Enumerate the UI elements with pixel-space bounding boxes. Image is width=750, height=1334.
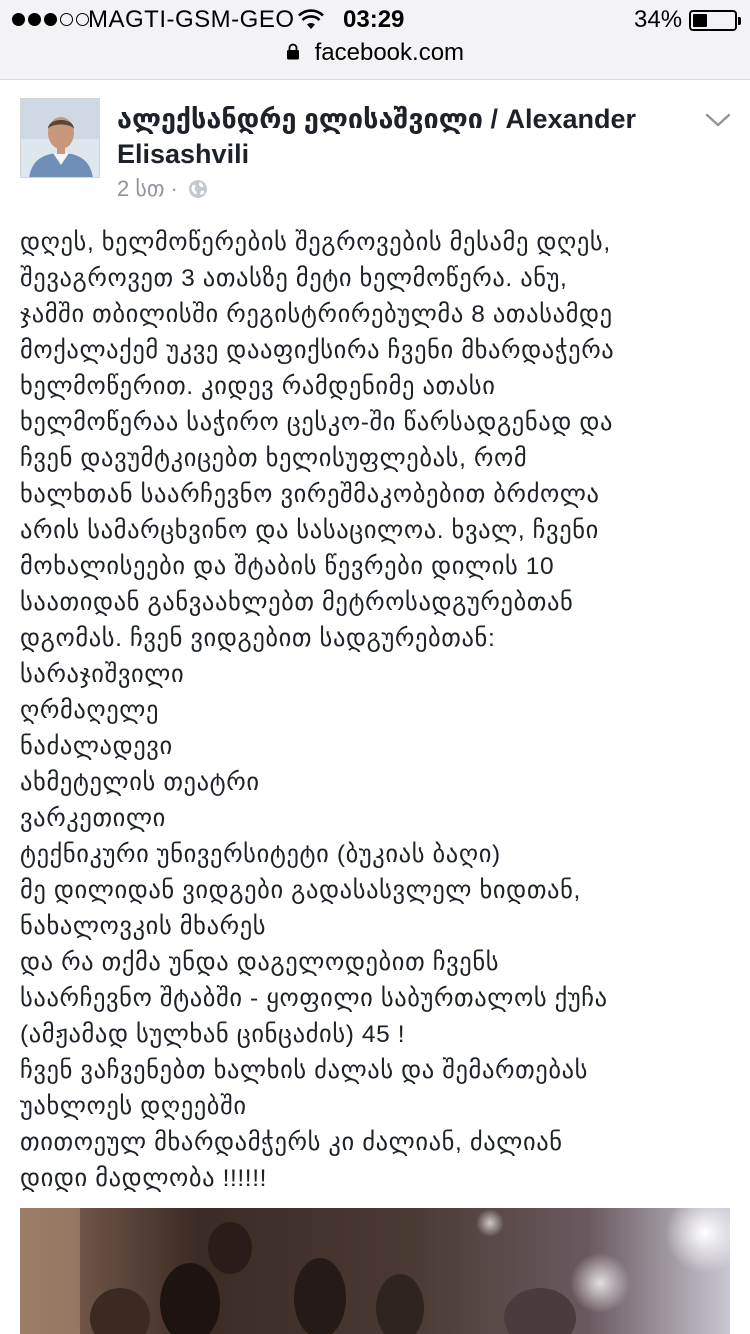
post-text-line: ღრმაღელე xyxy=(20,697,160,724)
post-text-line: დიდი მადლობა !!!!!! xyxy=(20,1165,268,1192)
post-text-line: და რა თქმა უნდა დაგელოდებით ჩვენს xyxy=(20,949,500,976)
post-text-line: ჩვენ დავუმტკიცებთ ხელისუფლებას, რომ xyxy=(20,445,528,472)
post-text-line: საარჩევნო შტაბში - ყოფილი საბურთალოს ქუჩა xyxy=(20,985,608,1012)
url-text: facebook.com xyxy=(314,38,465,66)
post-text-line: ტექნიკური უნივერსიტეტი (ბუკიას ბაღი) xyxy=(20,841,501,868)
post-text-line: მე დილიდან ვიდგები გადასასვლელ ხიდთან, xyxy=(20,877,581,904)
signal-strength-icon xyxy=(12,13,89,26)
post-text-line: საათიდან განვაახლებთ მეტროსადგურებთან xyxy=(20,589,574,616)
post-photo[interactable] xyxy=(20,1208,730,1334)
signal-dot xyxy=(60,13,73,26)
post-text-line: არის სამარცხვინო და სასაცილოა. ხვალ, ჩვენი xyxy=(20,517,599,544)
post-text-line: ჯამში თბილისში რეგისტრირებულმა 8 ათასამდე xyxy=(20,301,613,328)
post-text xyxy=(20,225,735,1197)
chevron-down-icon[interactable] xyxy=(703,110,733,130)
battery-level xyxy=(693,14,707,27)
browser-top-bar xyxy=(0,0,750,80)
status-bar xyxy=(0,0,750,40)
post-meta xyxy=(117,176,208,202)
carrier-name: MAGTI-GSM-GEO xyxy=(88,6,295,33)
post-timestamp[interactable]: 2 სთ xyxy=(117,176,165,201)
signal-dot xyxy=(44,13,57,26)
post-header xyxy=(0,80,750,210)
lock-icon xyxy=(286,43,300,60)
post-text-line: ვარკეთილი xyxy=(20,805,166,832)
post-text-line: ჩვენ ვაჩვენებთ ხალხის ძალას და შემართებას xyxy=(20,1057,589,1084)
author-avatar[interactable] xyxy=(20,98,100,178)
post-text-line: შევაგროვეთ 3 ათასზე მეტი ხელმოწერა. ანუ, xyxy=(20,265,568,292)
post-text-line: სარაჯიშვილი xyxy=(20,661,185,688)
wifi-icon xyxy=(298,9,324,31)
post-text-line: ხელმოწერით. კიდევ რამდენიმე ათასი xyxy=(20,373,496,400)
meta-separator: · xyxy=(170,176,178,201)
post-author-name[interactable]: ალექსანდრე ელისაშვილი / Alexander Elisashvili xyxy=(117,104,637,169)
post-text-line: (ამჟამად სულხან ცინცაძის) 45 ! xyxy=(20,1021,406,1048)
post-text-line: თითოეულ მხარდამჭერს კი ძალიან, ძალიან xyxy=(20,1129,563,1156)
avatar-photo xyxy=(21,99,100,178)
globe-icon xyxy=(188,179,208,199)
post-text-line: დგომას. ჩვენ ვიდგებით სადგურებთან: xyxy=(20,625,496,652)
battery-icon xyxy=(689,10,737,31)
signal-dot xyxy=(12,13,25,26)
post-text-line: ხალხთან საარჩევნო ვირეშმაკობებით ბრძოლა xyxy=(20,481,600,508)
post-text-line: ახმეტელის თეატრი xyxy=(20,769,260,796)
status-time: 03:29 xyxy=(343,6,405,33)
signal-dot xyxy=(28,13,41,26)
battery-percentage: 34% xyxy=(634,6,683,33)
post-text-line: დღეს, ხელმოწერების შეგროვების მესამე დღეს, xyxy=(20,229,611,256)
post-text-line: ნახალოვკის მხარეს xyxy=(20,913,267,940)
post-text-line: უახლოეს დღეებში xyxy=(20,1093,247,1120)
post-text-line: ხელმოწერაა საჭირო ცესკო-ში წარსადგენად და xyxy=(20,409,613,436)
post-text-line: მოქალაქემ უკვე დააფიქსირა ჩვენი მხარდაჭერა xyxy=(20,337,615,364)
post-text-line: მოხალისეები და შტაბის წევრები დილის 10 xyxy=(20,553,555,580)
post-photo-image xyxy=(20,1208,730,1334)
address-bar[interactable] xyxy=(0,40,750,76)
post-text-line: ნაძალადევი xyxy=(20,733,173,760)
